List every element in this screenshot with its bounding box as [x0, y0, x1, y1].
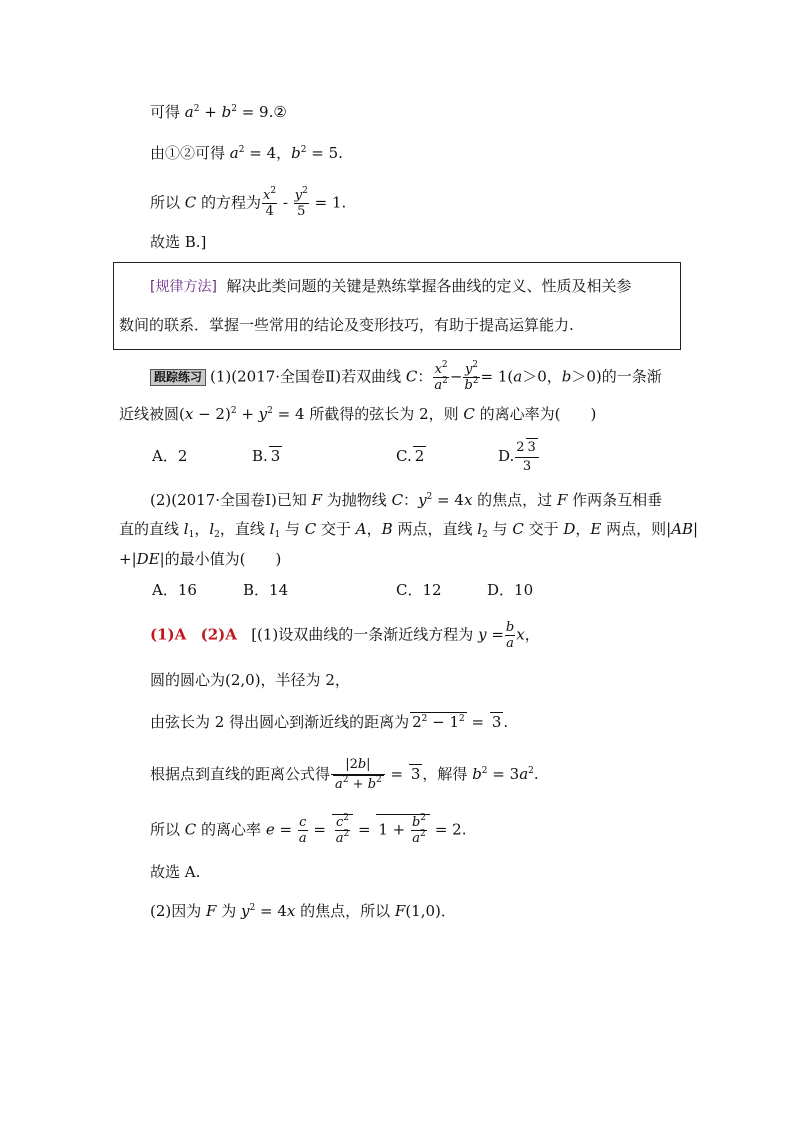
q1-option-d: D. $\frac{2 3}{3}$ — [498, 438, 540, 476]
rule-line-1: [规律方法] 解决此类问题的关键是熟练掌握各曲线的定义、性质及相关参 — [150, 277, 632, 295]
q2-option-a: A．16 — [152, 581, 197, 599]
q2-option-d: D．10 — [487, 581, 534, 599]
text-line: 可得 $a^2 + b^2$ = 9.② — [150, 103, 287, 121]
answer-line-2: 圆的圆心为(2,0)，半径为 2， — [150, 671, 350, 689]
practice-q2-line-2: 直的直线 $l_1$，$l_2$，直线 $l_1$ 与 C 交于 A，B 两点，直线 $l_2$ 与 C 交于 D，E 两点，则|AB| — [119, 520, 699, 540]
text-line: 所以 C 的方程为 $\frac{x^2}{4}$ - $\frac{y^2}{5}$ = 1. — [150, 186, 347, 219]
q2-option-c: C．12 — [396, 581, 442, 599]
practice-badge: 跟踪练习 — [150, 369, 206, 386]
answer-line-7: (2)因为 F 为 $y^2 = 4x$ 的焦点，所以 F(1,0)． — [150, 902, 456, 920]
answer-line-4: 根据点到直线的距离公式得 $\frac{|2b|}{a^2 + b^2}$ = 3 ，解得 $b^2 = 3a^2$. — [150, 757, 539, 792]
rule-line-2: 数间的联系．掌握一些常用的结论及变形技巧，有助于提高运算能力. — [119, 316, 574, 334]
practice-q1-line-2: 近线被圆$(x - 2)^2 + y^2 = 4$ 所截得的弦长为 2，则 C 的离心率为( ) — [119, 405, 597, 423]
q1-option-a: A．2 — [152, 447, 188, 465]
q1-option-c: C. 2 — [396, 447, 425, 465]
practice-q2-line-3: +|DE|的最小值为( ) — [119, 550, 282, 568]
answer-line-3: 由弦长为 2 得出圆心到渐近线的距离为 $2^2 - 1^2 = 3$ . — [150, 713, 509, 731]
answer-1: (1)A — [150, 625, 187, 644]
answer-2: (2)A — [200, 625, 237, 644]
answer-line-1: (1)A (2)A [(1)设双曲线的一条渐近线方程为 y = $\frac{b}{a}$ x， — [150, 620, 540, 651]
text-line: 故选 B.] — [150, 233, 207, 251]
answer-line-6: 故选 A. — [150, 863, 201, 881]
practice-q1-line-1: 跟踪练习 (1)(2017·全国卷Ⅱ)若双曲线 C： $\frac{x^2}{a^2}$ − $\frac{y^2}{b^2}$ = 1(a＞0，b＞0)的一条渐 — [150, 362, 662, 393]
q2-option-b: B．14 — [243, 581, 289, 599]
answer-line-5: 所以 C 的离心率 e = $\frac{c}{a}$ = $\frac{c^2}{a^2}$ = 1 + $\frac{b^2}{a^2}$ = 2. — [150, 813, 467, 846]
text-line: 由①②可得 $a^2 = 4$，$b^2 = 5$. — [150, 144, 343, 162]
rule-tag: [规律方法] — [150, 279, 217, 295]
q1-option-b: B. 3 — [252, 447, 281, 465]
practice-q2-line-1: (2)(2017·全国卷Ⅰ)已知 F 为抛物线 C：$y^2 = 4x$ 的焦点，过 F 作两条互相垂 — [150, 491, 663, 509]
